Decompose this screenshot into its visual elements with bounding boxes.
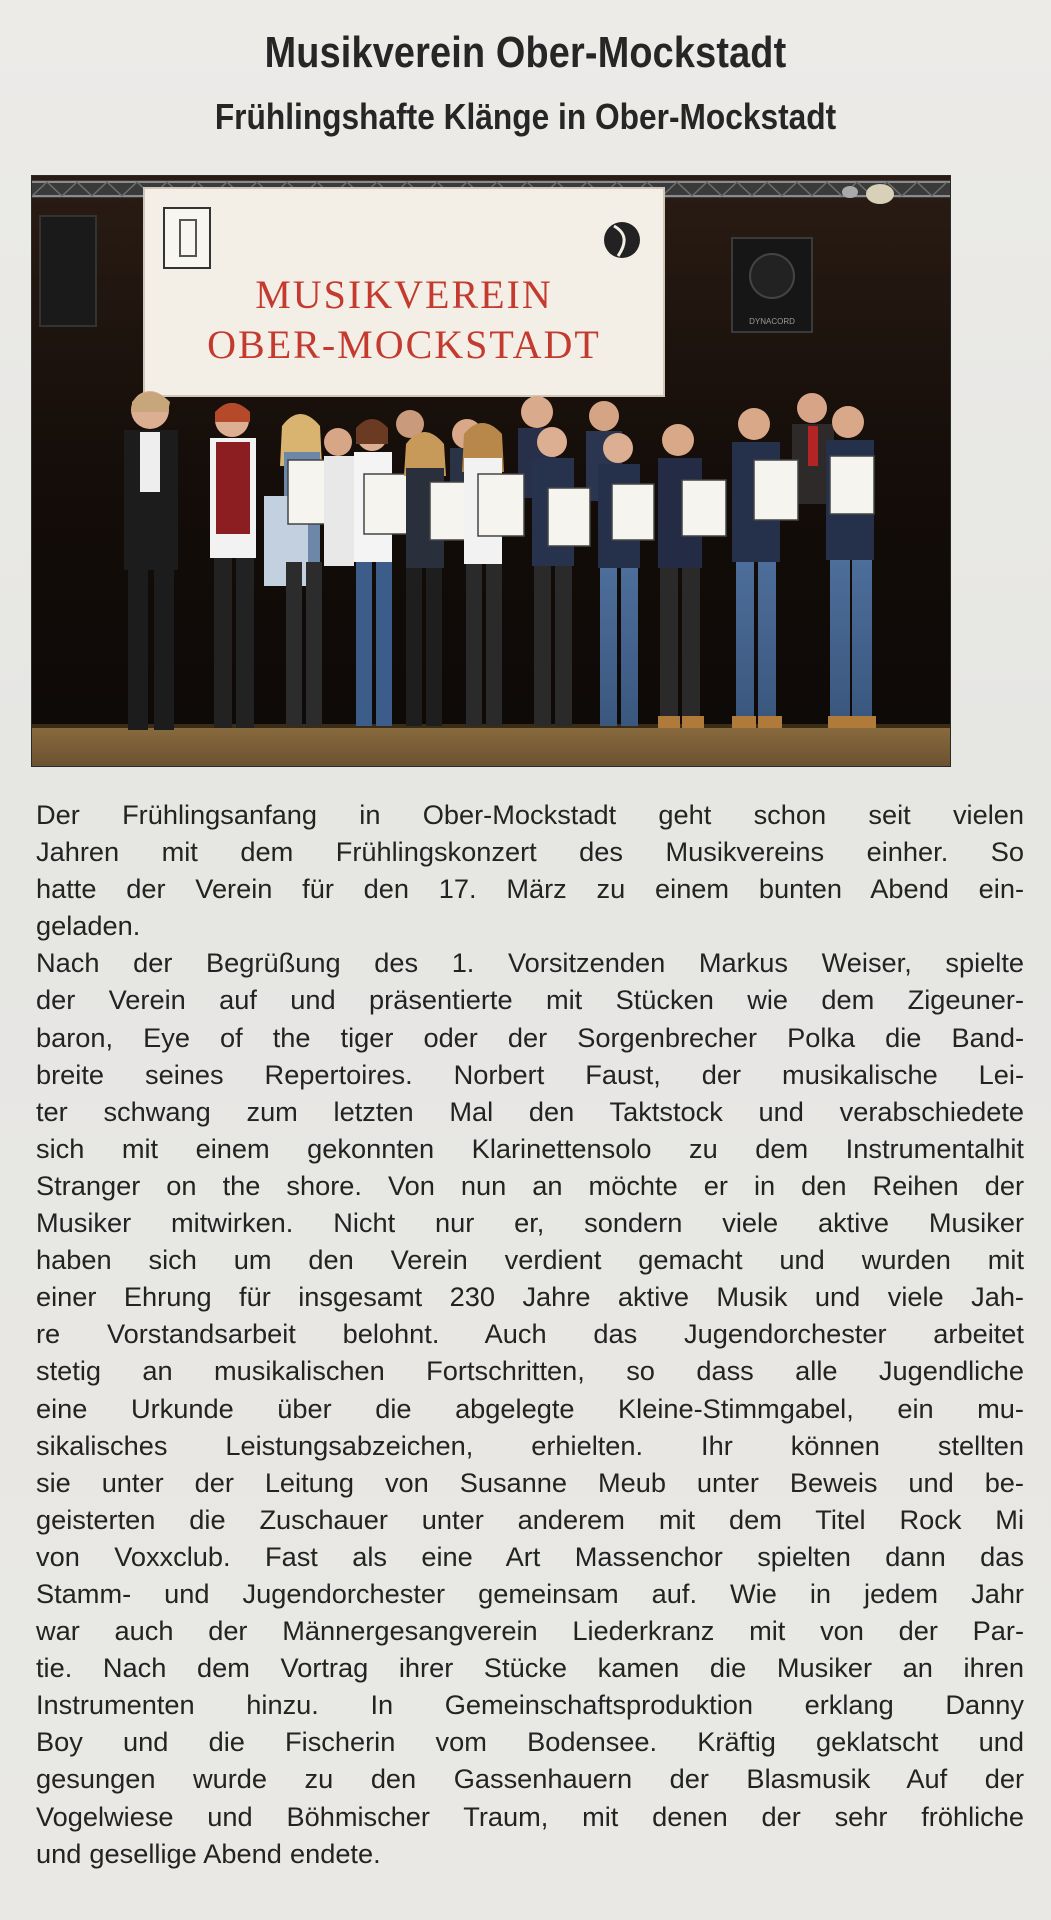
group-photo bbox=[32, 176, 950, 766]
body-line: Der Frühlingsanfang in Ober-Mockstadt geht schon seit vielen bbox=[36, 799, 1024, 830]
body-line: von Voxxclub. Fast als eine Art Massenchor spielten dann das bbox=[36, 1540, 1024, 1572]
body-line: haben sich um den Verein verdient gemacht und wurden mit bbox=[36, 1244, 1024, 1276]
body-line: Nach der Begrüßung des 1. Vorsitzenden Markus Weiser, spielte bbox=[36, 947, 1024, 979]
body-line: eine Urkunde über die abgelegte Kleine-Stimmgabel, ein mu- bbox=[36, 1392, 1024, 1424]
article-subheadline: Frühlingshafte Klänge in Ober-Mockstadt bbox=[214, 96, 837, 137]
body-line: sikalisches Leistungsabzeichen, erhielten. Ihr können stellten bbox=[36, 1429, 1024, 1461]
body-line: baron, Eye of the tiger oder der Sorgenbrecher Polka die Band- bbox=[36, 1021, 1024, 1053]
article-body bbox=[36, 796, 1024, 1872]
body-line: der Verein auf und präsentierte mit Stücken wie dem Zigeuner- bbox=[36, 984, 1024, 1016]
body-line: stetig an musikalischen Fortschritten, so dass alle Jugendliche bbox=[36, 1355, 1024, 1387]
body-line: Vogelwiese und Böhmischer Traum, mit denen der sehr fröhliche bbox=[36, 1800, 1024, 1832]
body-line: sich mit einem gekonnten Klarinettensolo zu dem Instrumentalhit bbox=[36, 1132, 1024, 1164]
body-line: und gesellige Abend endete. bbox=[36, 1837, 381, 1869]
body-line: Boy und die Fischerin vom Bodensee. Kräftig geklatscht und bbox=[36, 1726, 1024, 1758]
body-line: tie. Nach dem Vortrag ihrer Stücke kamen die Musiker an ihren bbox=[36, 1652, 1024, 1684]
body-line: sie unter der Leitung von Susanne Meub unter Beweis und be- bbox=[36, 1466, 1024, 1498]
speaker-label: DYNACORD bbox=[749, 317, 795, 326]
body-line: hatte der Verein für den 17. März zu einem bunten Abend ein- bbox=[36, 873, 1024, 905]
body-line: Stamm- und Jugendorchester gemeinsam auf. Wie in jedem Jahr bbox=[36, 1577, 1024, 1609]
banner-line-1: MUSIKVEREIN bbox=[255, 272, 553, 317]
body-line: geladen. bbox=[36, 910, 141, 942]
body-line: einer Ehrung für insgesamt 230 Jahre aktive Musik und viele Jah- bbox=[36, 1281, 1024, 1313]
body-line: ter schwang zum letzten Mal den Taktstock und verabschiedete bbox=[36, 1095, 1024, 1127]
body-line: Instrumenten hinzu. In Gemeinschaftsproduktion erklang Danny bbox=[36, 1689, 1024, 1721]
body-line: geisterten die Zuschauer unter anderem mit dem Titel Rock Mi bbox=[36, 1503, 1024, 1535]
body-line: Stranger on the shore. Von nun an möchte er in den Reihen der bbox=[36, 1169, 1024, 1201]
body-line: Jahren mit dem Frühlingskonzert des Musikvereins einher. So bbox=[36, 836, 1024, 868]
body-line: breite seines Repertoires. Norbert Faust, der musikalische Lei- bbox=[36, 1058, 1024, 1090]
article-headline: Musikverein Ober-Mockstadt bbox=[264, 28, 787, 77]
banner-line-2: OBER-MOCKSTADT bbox=[207, 322, 601, 367]
body-line: gesungen wurde zu den Gassenhauern der Blasmusik Auf der bbox=[36, 1763, 1024, 1795]
body-line: re Vorstandsarbeit belohnt. Auch das Jugendorchester arbeitet bbox=[36, 1318, 1024, 1350]
body-line: Musiker mitwirken. Nicht nur er, sondern viele aktive Musiker bbox=[36, 1207, 1024, 1239]
body-line: war auch der Männergesangverein Liederkranz mit von der Par- bbox=[36, 1615, 1024, 1647]
